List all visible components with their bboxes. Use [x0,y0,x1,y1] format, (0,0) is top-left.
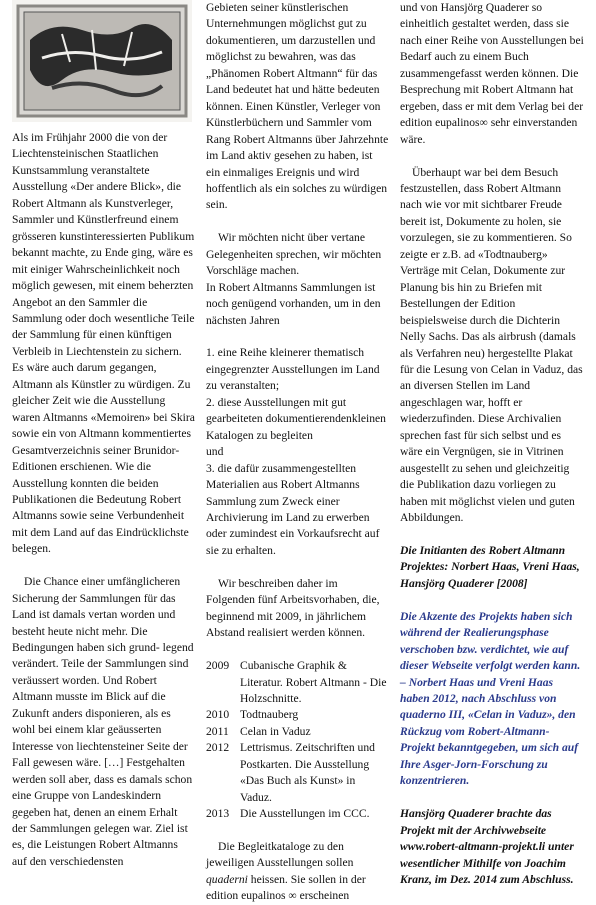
list-item: 3. die dafür zusammengestellten Materialien aus Robert Altmanns Sammlung zum Zweck einer Archivierung im Land zu erwerben oder zumindest ein Vorkaufsrecht auf sie zu erhalten. [206,461,380,557]
paragraph: Als im Frühjahr 2000 die von der Liechtensteinischen Staatlichen Kunstsammlung veranstaltete Ausstellung «Der andere Blick», die Robert Altmann als Kunstverleger, Sammler und Künstlerfreund einem grösseren kunstinteressierten Publikum bekannt machte, zu Ende ging, wäre es mit einiger Wahrscheinlichkeit noch möglich gewesen, mit einem beherzten Angebot an den Sammler die Sammlung oder doch wesentliche Teile der Sammlung für einen künftigen Verbleib in Liechtenstein zu sichern. Es wäre auch darum gegangen, Altmann als Künstler zu würdigen. Zu gleicher Zeit wie die Ausstellung waren Altmanns «Memoiren» bei Skira sowie ein von Altmann kommentiertes Gesamtverzeichnis seiner Brunidor-Editionen erschienen. Wie die Ausstellung konnten die beiden Publikationen die Bedeutung Robert Altmanns sowie seine Verbundenheit mit dem Land auf das Eindrücklichste belegen. [12,131,195,556]
column-3 [400,0,584,888]
paragraph: Gebieten seiner künstlerischen Unternehmungen möglichst gut zu dokumentieren, um darzustellen und möglichst zu bewahren, was das „Phänomen Robert Altmann“ für das Land bedeutet hat und hätte bedeuten können. Einen Künstler, Verleger von Künstlerbüchern und Sammler vom Rang Robert Altmanns über Jahrzehnte im Land aktiv gesehen zu haben, ist ein einmaliges Ereignis und wird hoffentlich als ein solches zu würdigen sein. [206,1,389,212]
numbered-list [206,345,389,559]
table-row: 2013 Die Ausstellungen im CCC. [206,807,370,821]
table-row: 2009 Cubanische Graphik & Literatur. Robert Altmann - Die Holzschnitte. [206,659,387,705]
list-item: 2. diese Ausstellungen mit gut gearbeiteten dokumentierendenkleinen Katalogen zu begleiten [206,395,386,442]
table-row: 2010 Todtnauberg [206,708,299,722]
signature: Die Initianten des Robert Altmann Projektes: Norbert Haas, Vreni Haas, Hansjörg Quaderer [2008] [400,543,580,590]
table-row: 2012 Lettrismus. Zeitschriften und Postkarten. Die Ausstellung «Das Buch als Kunst» in Vaduz. [206,741,375,804]
table-row: 2011 Celan in Vaduz [206,724,311,738]
closing-note: Hansjörg Quaderer brachte das Projekt mit der Archivwebseite www.robert-altmann-projekt.li unter wesentlicher Mithilfe von Joachim Kranz, im Dez. 2014 zum Abschluss. [400,807,574,886]
paragraph: Wir beschreiben daher im Folgenden fünf Arbeitsvorhaben, die, beginnend mit 2009, in jährlichem Abstand realisiert werden können. [206,576,380,640]
paragraph: und von Hansjörg Quaderer so einheitlich gestaltet werden, dass sie nach einer Reihe von Ausstellungen bei Bedarf auch zu einem Buch zusammengefasst werden können. Die Besprechung mit Robert Altmann hat ergeben, dass er mit dem Verlag bei der edition eupalinos∞ sehr einverstanden wäre. [400,1,584,146]
schedule-table [206,658,389,823]
paragraph: Wir möchten nicht über vertane Gelegenheiten sprechen, wir möchten Vorschläge machen. [206,231,382,278]
column-1 [12,130,195,870]
paragraph: Die Chance einer umfänglicheren Sicherung der Sammlungen für das Land ist damals vertan worden und besteht heute nicht mehr. Die Bedingungen haben sich grund- legend verändert. Teile der Sammlungen sind veräussert worden. Und Robert Altmann musste im Blick auf die Zukunft anders disponieren, als es wohl bei einem klar geäusserten Interesse von liechtensteiner Seite der Fall gewesen wäre. […] Festgehalten werden soll aber, dass es damals schon eine Gruppe von Landeskindern gegeben hat, denen an einem Erhalt der Sammlungen gelegen war. Ziel ist es, die Leistungen Robert Altmanns auf den verschiedensten [12,575,194,868]
update-note: Die Akzente des Projekts haben sich während der Realierungsphase verschoben bzw. verdichtet, wie auf dieser Webseite verfolgt werden kann. – Norbert Haas und Vreni Haas haben 2012, nach Abschluss von quaderno III, «Celan in Vaduz», den Rückzug vom Robert-Altmann-Projekt bekanntgegeben, um sich auf Ihre Asger-Jorn-Forschung zu konzentrieren. [400,609,581,788]
paragraph: In Robert Altmanns Sammlungen ist noch genügend vorhanden, um in den nächsten Jahren [206,280,381,327]
paragraph: Überhaupt war bei dem Besuch festzustellen, dass Robert Altmann nach wie vor mit sichtbarer Freude bereit ist, Dokumente zu holen, sie vorzulegen, sie zu kommentieren. So zeigte er z.B. ad «Todtnauberg» Verträge mit Celan, Dokumente zur Planung bis hin zu Briefen mit Bestellungen der Edition beispielsweise durch die Dichterin Nelly Sachs. Das als airbrush (damals als Verfahren neu) hergestellte Plakat für die Lesung von Celan in Vaduz, das an diversen Stellen im Land angeschlagen war, hofft er wiederzufinden. Diese Archivalien sprechen fast für sich selbst und es wäre ein Vergnügen, sie in Vitrinen ausgestellt zu sehen und gleichzeitig die Publikation dazu vorliegen zu haben mit möglichst vielen und guten Abbildungen. [400,165,583,525]
column-2 [206,0,389,905]
paragraph: Die Begleitkataloge zu den jeweiligen Ausstellungen sollen quaderni heissen. Sie sollen in der edition eupalinos ∞ erscheinen [206,840,366,903]
list-item: und [206,445,224,459]
list-item: 1. eine Reihe kleinerer thematisch eingegrenzter Ausstellungen im Land zu veranstalten; [206,346,380,393]
artwork-image [12,0,192,122]
